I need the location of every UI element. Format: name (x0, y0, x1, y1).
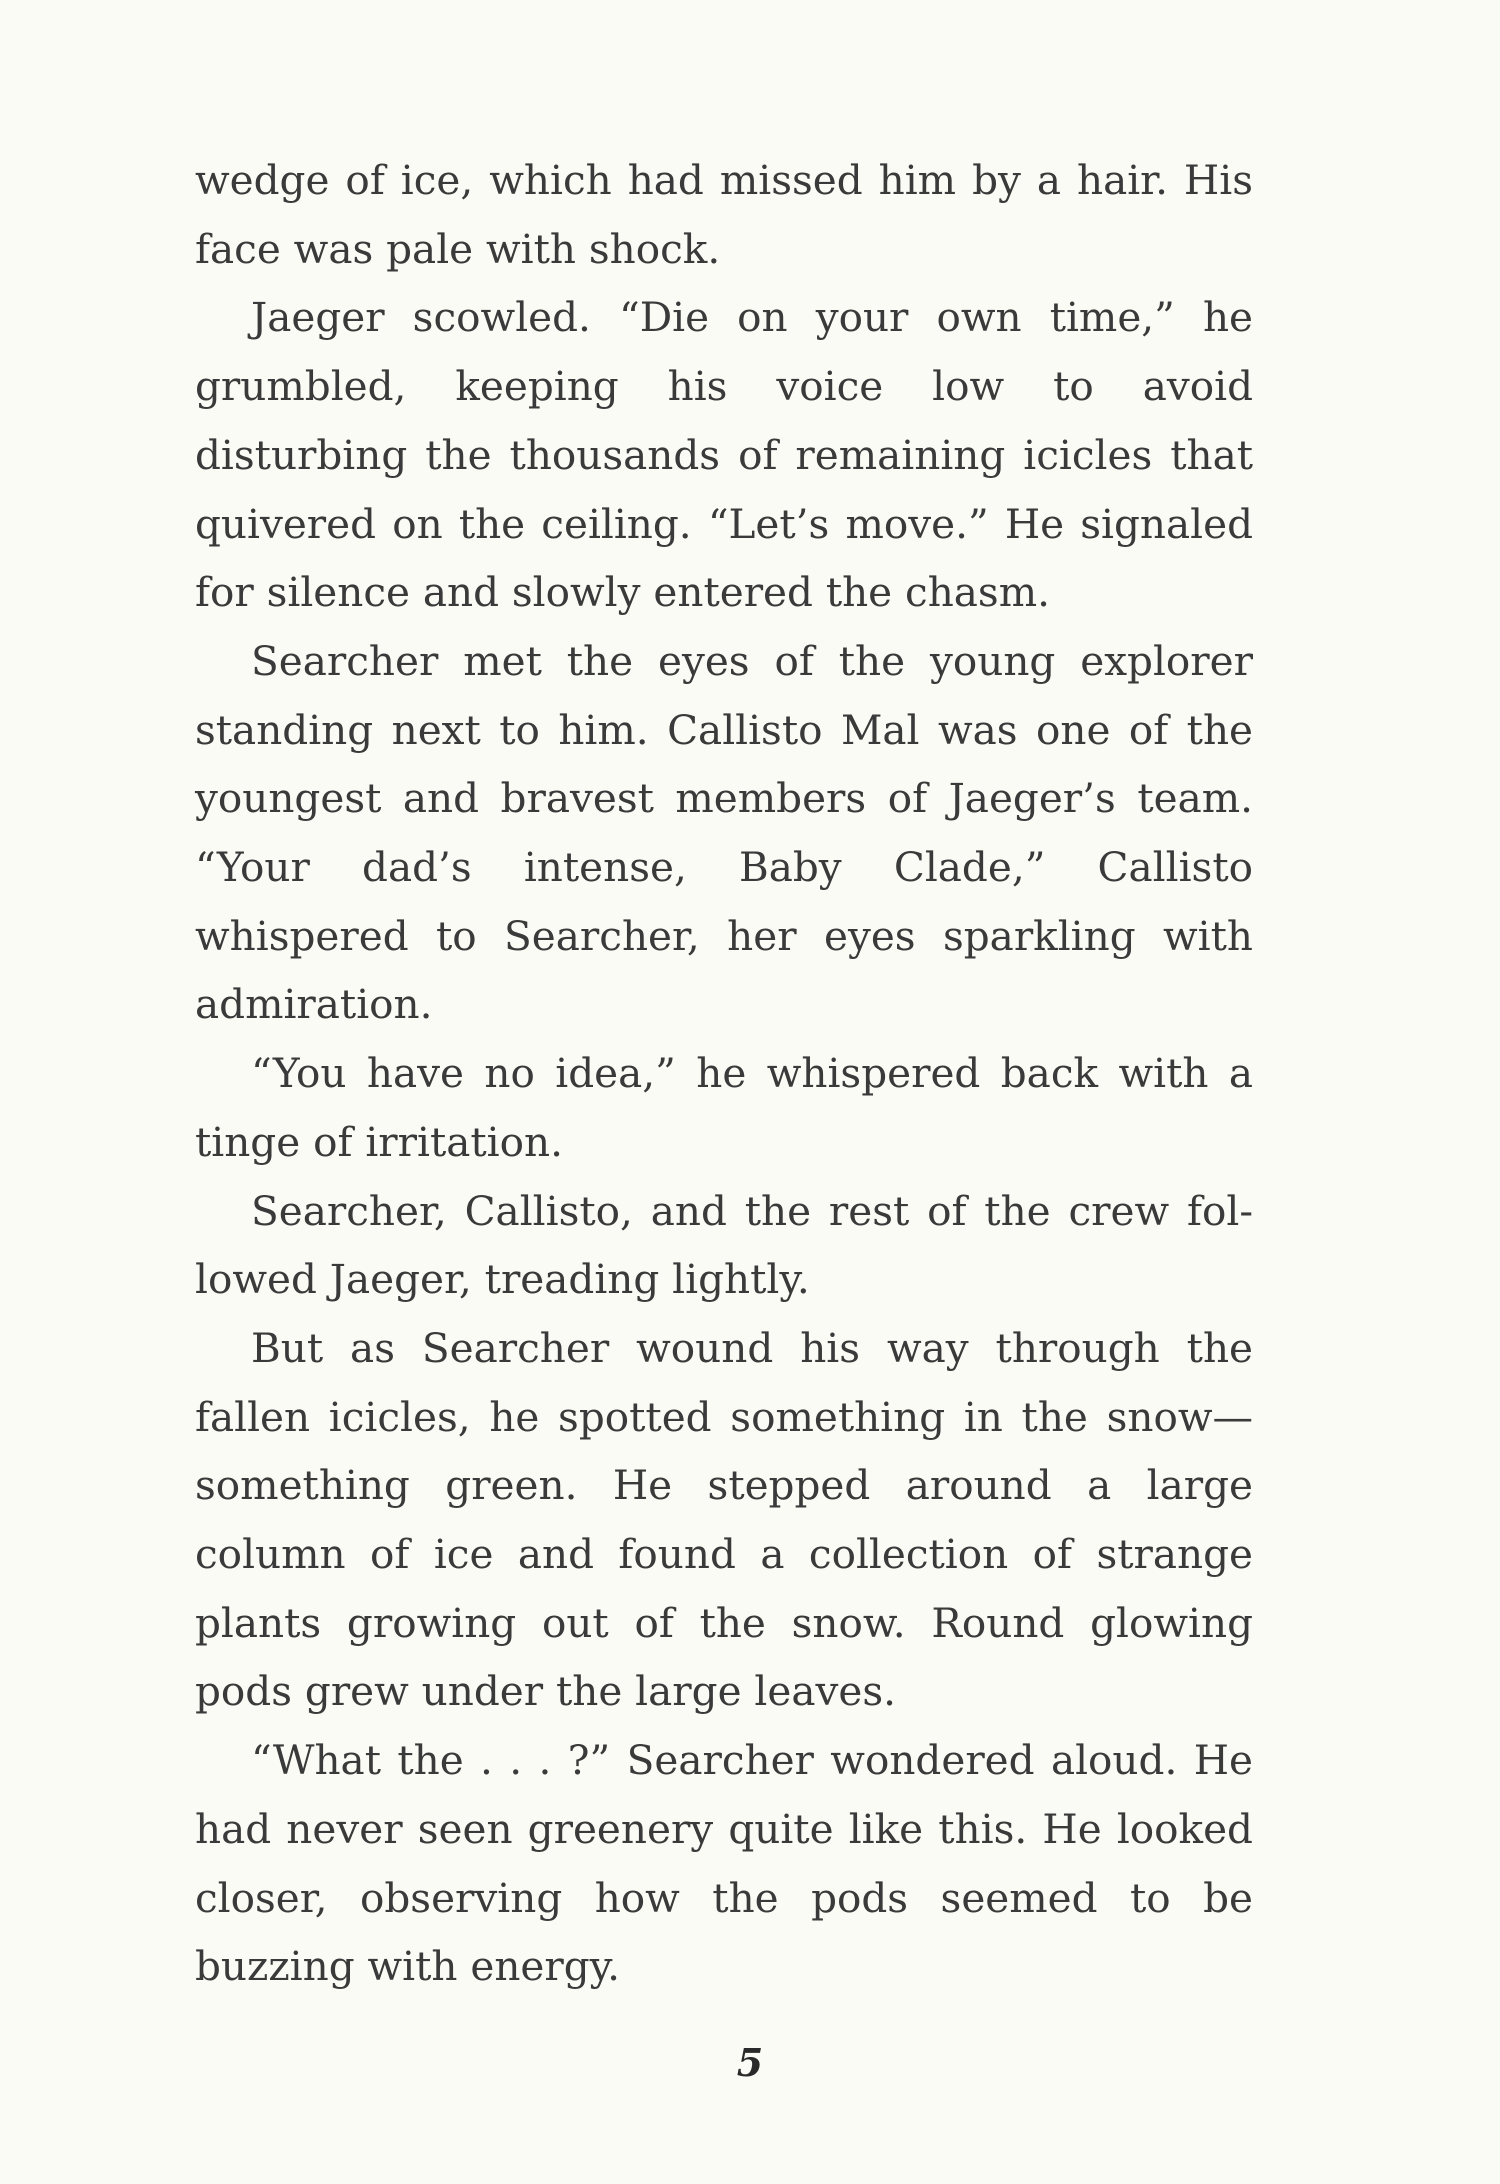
paragraph-5: Searcher, Callisto, and the rest of the crew followed Jaeger, treading lightly. (195, 1186, 1253, 1304)
body-text (195, 146, 1253, 2001)
paragraph-3: Searcher met the eyes of the young explorer standing next to him. Callisto Mal was one of the youngest and bravest members of Jaeger’s team. “Your dad’s intense, Baby Clade,” Callisto whispered to Searcher, her eyes sparkling with admiration. (195, 636, 1253, 1029)
paragraph-6: But as Searcher wound his way through the fallen icicles, he spotted something in the snow—something green. He stepped around a large column of ice and found a collection of strange plants growing out of the snow. Round glowing pods grew under the large leaves. (195, 1323, 1253, 1716)
paragraph-7: “What the . . . ?” Searcher wondered aloud. He had never seen greenery quite like this. He looked closer, observing how the pods seemed to be buzzing with energy. (195, 1736, 1253, 1991)
paragraph-1: wedge of ice, which had missed him by a hair. His face was pale with shock. (195, 156, 1253, 273)
paragraph-4: “You have no idea,” he whispered back with a tinge of irritation. (195, 1049, 1253, 1166)
paragraph-2: Jaeger scowled. “Die on your own time,” he grumbled, keeping his voice low to avoid disturbing the thousands of remaining icicles that quivered on the ceiling. “Let’s move.” He signaled for silence and slowly entered the chasm. (195, 293, 1253, 617)
page-number: 5 (736, 2040, 764, 2085)
